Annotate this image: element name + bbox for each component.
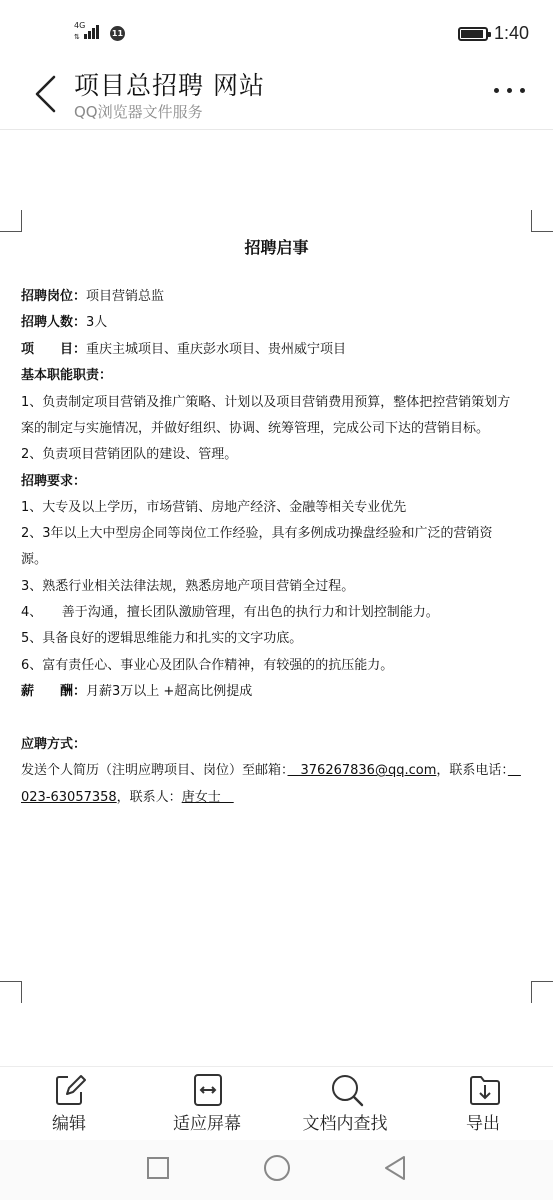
edit-button[interactable] xyxy=(14,1067,124,1141)
export-icon xyxy=(468,1073,502,1107)
salary-value: 月薪3万以上 +超高比例提成 xyxy=(86,684,253,699)
app-header xyxy=(0,60,553,130)
count-label: 招聘人数： xyxy=(21,315,87,330)
apply-prefix: 发送个人简历（注明应聘项目、岗位）至邮箱： xyxy=(21,763,288,778)
find-label: 文档内查找 xyxy=(302,1114,388,1134)
page-title: 项目总招聘 网站 xyxy=(74,71,265,100)
edit-label: 编辑 xyxy=(52,1114,86,1134)
notification-badge: 11 xyxy=(110,26,125,41)
project-line xyxy=(21,341,346,359)
search-icon xyxy=(330,1073,364,1107)
find-in-document-button[interactable] xyxy=(290,1067,400,1141)
recent-apps-icon[interactable] xyxy=(146,1156,170,1180)
edit-icon xyxy=(54,1073,86,1107)
more-options-icon[interactable] xyxy=(494,88,526,98)
bottom-toolbar xyxy=(0,1066,553,1140)
project-value: 重庆主城项目、重庆彭水项目、贵州威宁项目 xyxy=(86,342,347,357)
back-arrow-icon[interactable] xyxy=(32,74,62,114)
page-corner-mark xyxy=(531,981,553,1003)
position-value: 项目营销总监 xyxy=(86,289,165,304)
export-button[interactable] xyxy=(428,1067,538,1141)
contact-line xyxy=(21,789,234,807)
phone-number[interactable]: 023-63057358 xyxy=(21,790,117,805)
duty-line: 1、负责制定项目营销及推广策略、计划以及项目营销费用预算，整体把控营销策划方 xyxy=(21,395,511,410)
requirement-line: 源。 xyxy=(21,552,48,567)
duty-line: 2、负责项目营销团队的建设、管理。 xyxy=(21,447,238,462)
contact-label: ，联系人： xyxy=(116,790,182,805)
requirement-line: 2、3年以上大中型房企同等岗位工作经验，具有多例成功操盘经验和广泛的营销资 xyxy=(21,526,493,541)
system-nav-bar xyxy=(0,1140,553,1200)
export-label: 导出 xyxy=(466,1114,500,1134)
position-line xyxy=(21,288,164,306)
duties-heading: 基本职能职责： xyxy=(21,368,113,383)
phone-label: ，联系电话： xyxy=(436,763,508,778)
page-corner-mark xyxy=(531,210,553,232)
data-activity-icon: ⇅ xyxy=(74,33,80,41)
fit-screen-label: 适应屏幕 xyxy=(173,1114,241,1134)
count-value: 3人 xyxy=(86,315,108,330)
home-icon[interactable] xyxy=(263,1154,291,1182)
position-label: 招聘岗位： xyxy=(21,289,87,304)
battery-icon xyxy=(458,27,488,41)
status-time: 1:40 xyxy=(494,23,530,43)
status-bar xyxy=(0,0,553,60)
salary-line xyxy=(21,683,252,701)
fit-screen-icon xyxy=(192,1073,224,1107)
apply-line xyxy=(21,762,521,780)
document-view[interactable] xyxy=(0,131,553,1066)
requirements-heading: 招聘要求： xyxy=(21,474,87,489)
network-type: 4G xyxy=(74,21,86,30)
document-title: 招聘启事 xyxy=(244,238,309,257)
fit-screen-button[interactable] xyxy=(152,1067,262,1141)
phone-underline xyxy=(508,763,521,778)
requirement-line: 5、具备良好的逻辑思维能力和扎实的文字功底。 xyxy=(21,631,303,646)
apply-heading: 应聘方式： xyxy=(21,737,87,752)
requirement-line: 6、富有责任心、事业心及团队合作精神，有较强的的抗压能力。 xyxy=(21,658,394,673)
count-line xyxy=(21,314,107,332)
page-corner-mark xyxy=(0,981,22,1003)
requirement-line: 3、熟悉行业相关法律法规，熟悉房地产项目营销全过程。 xyxy=(21,579,355,594)
page-subtitle: QQ浏览器文件服务 xyxy=(74,103,203,121)
project-label: 项 目： xyxy=(21,342,87,357)
salary-label: 薪 酬： xyxy=(21,684,87,699)
contact-name: 唐女士 xyxy=(181,790,234,805)
duty-line: 案的制定与实施情况，并做好组织、协调、统筹管理，完成公司下达的营销目标。 xyxy=(21,421,490,436)
requirement-line: 4、 善于沟通，擅长团队激励管理，有出色的执行力和计划控制能力。 xyxy=(21,605,439,620)
signal-icon xyxy=(84,23,102,39)
page-corner-mark xyxy=(0,210,22,232)
email-link[interactable]: 376267836@qq.com xyxy=(287,763,437,778)
back-triangle-icon[interactable] xyxy=(382,1154,408,1182)
requirement-line: 1、大专及以上学历，市场营销、房地产经济、金融等相关专业优先 xyxy=(21,500,407,515)
